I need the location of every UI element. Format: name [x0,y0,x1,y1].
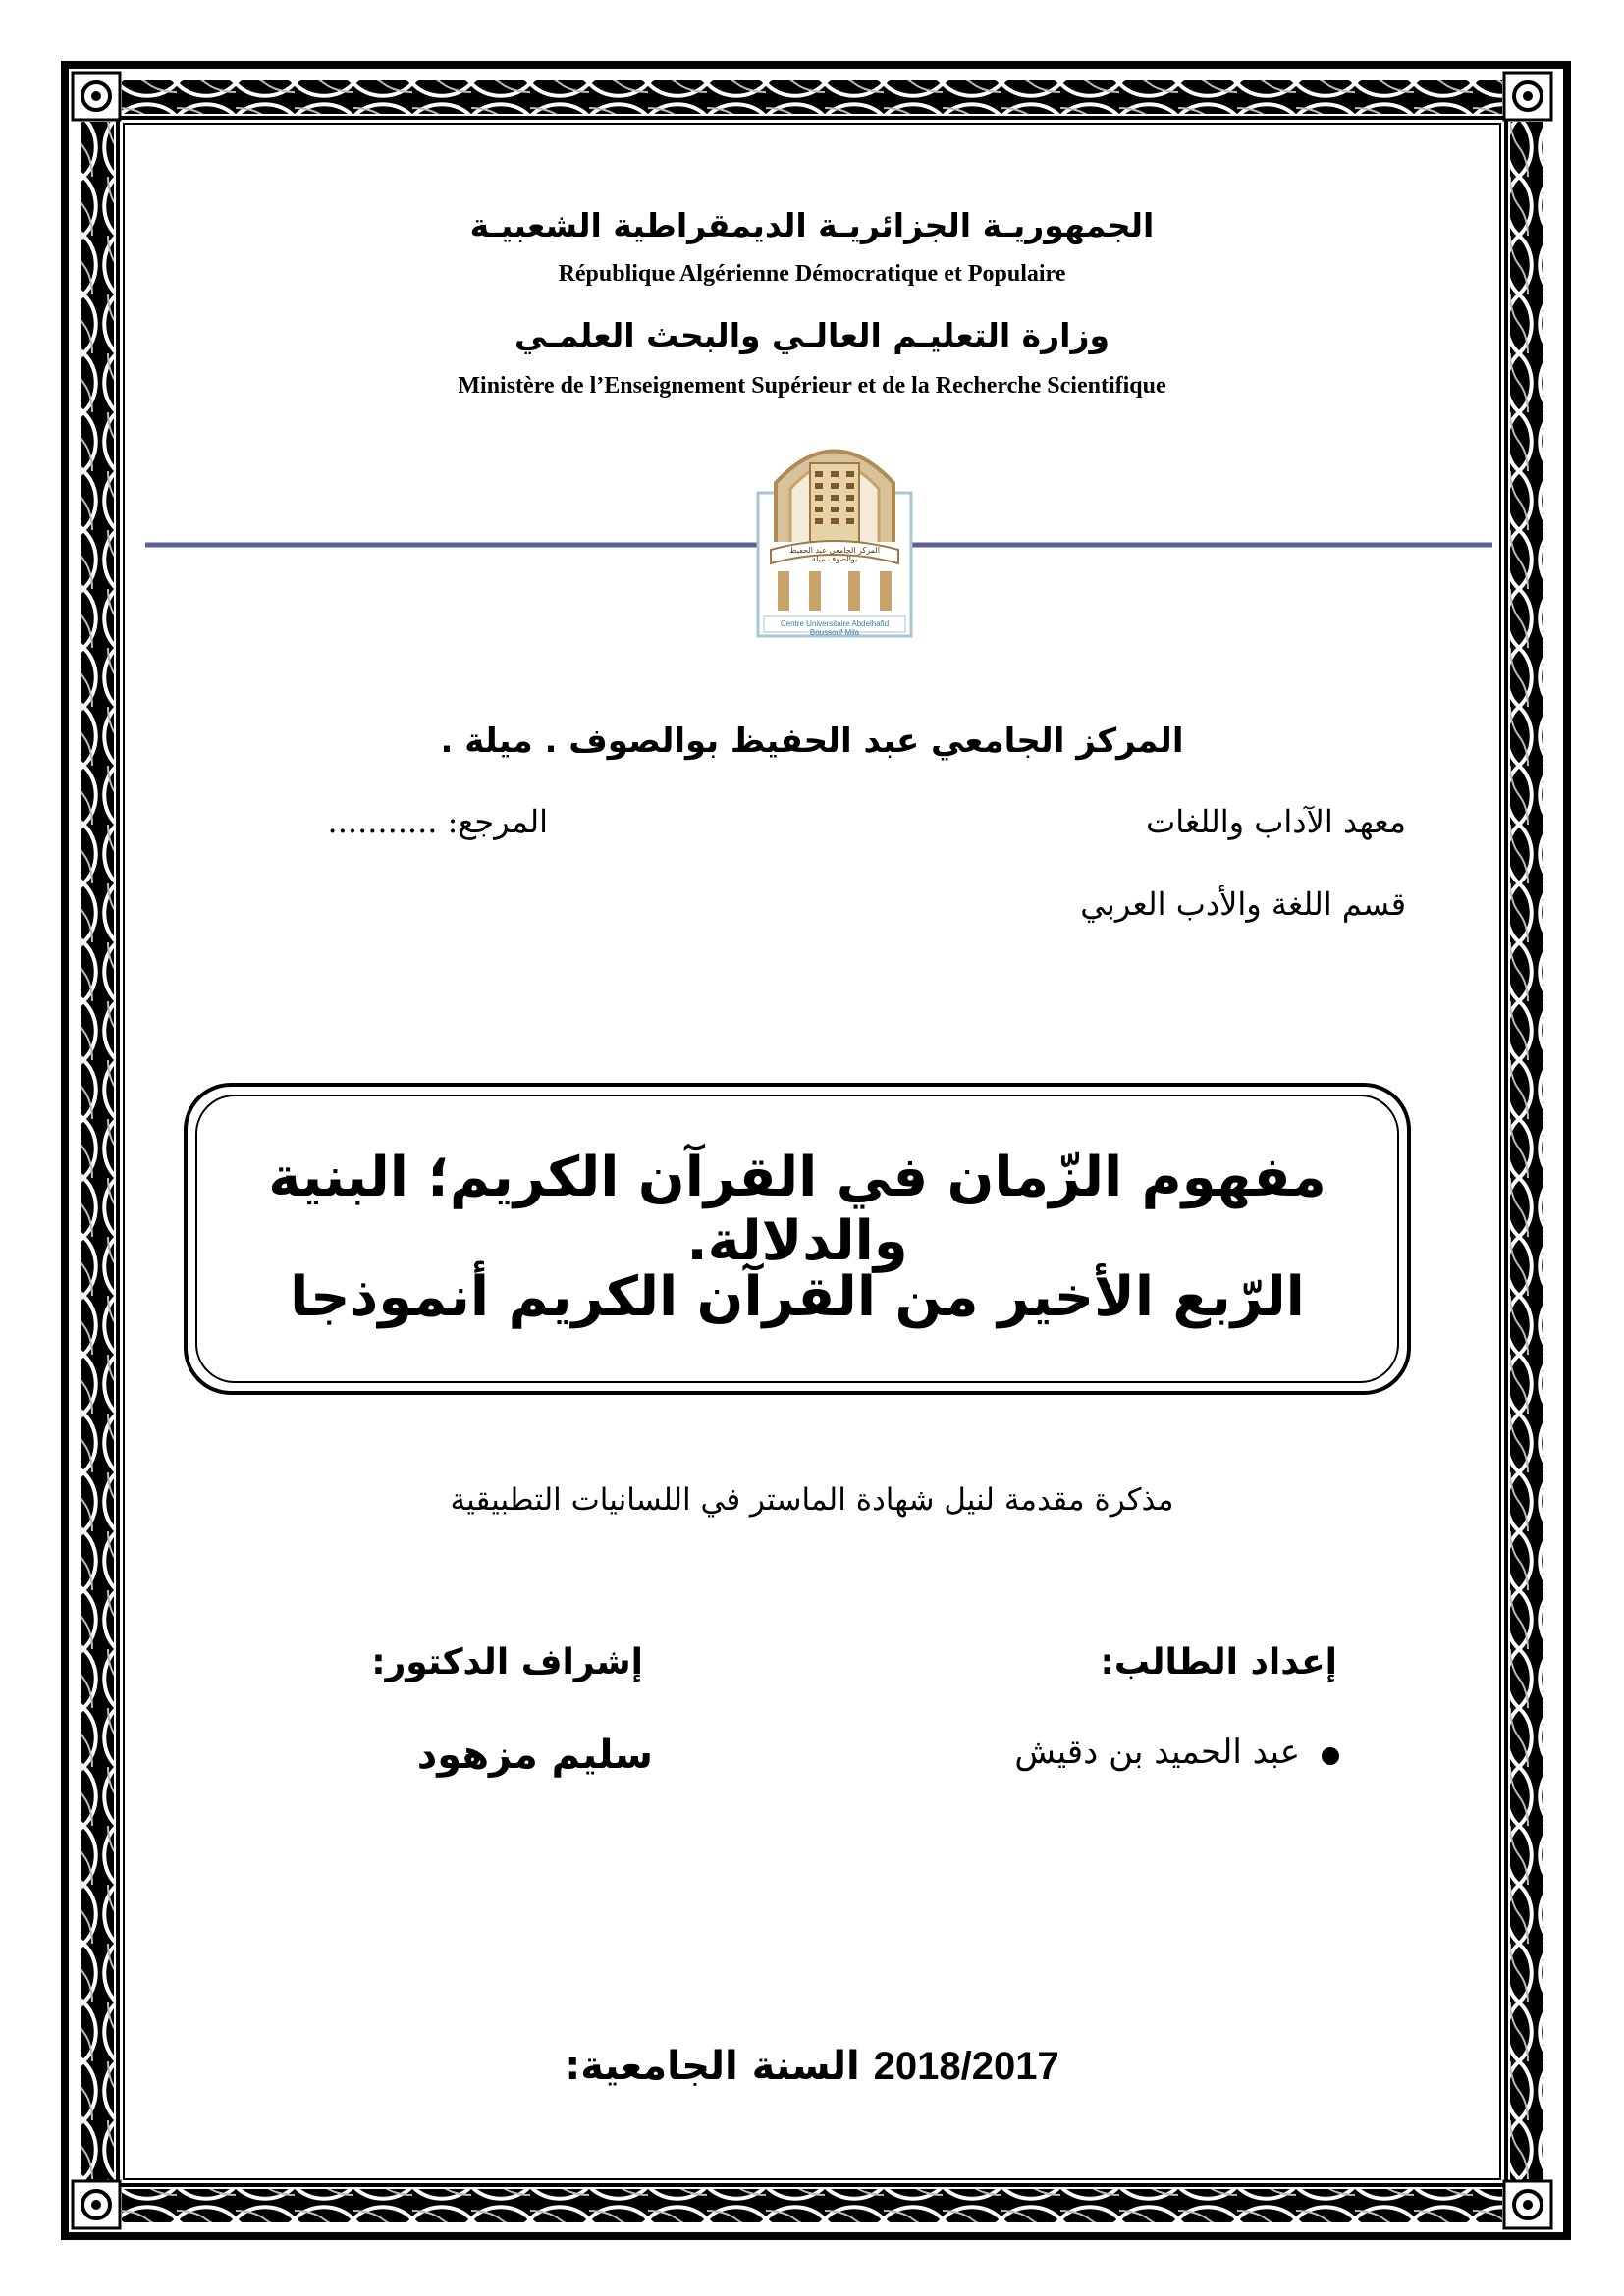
institute-name: معهد الآداب واللغات [1146,803,1406,840]
logo-caption: Centre Universitaire Abdelhafid Boussouf Mila [780,619,890,637]
academic-year [0,2044,1624,2089]
thesis-title-box [184,1083,1411,1395]
university-logo [756,424,913,640]
university-center-name: المركز الجامعي عبد الحفيظ بوالصوف . ميلة . [440,721,1184,761]
student-name: عبد الحميد بن دقيش [1014,1733,1300,1772]
department-name: قسم اللغة والأدب العربي [1080,885,1406,923]
student-label: إعداد الطالب: [1100,1642,1337,1682]
bullet-icon [1322,1747,1339,1765]
thesis-purpose: مذكرة مقدمة لنيل شهادة الماستر في اللسانيات التطبيقية [450,1482,1174,1518]
reference-field: المرجع: ........... [327,803,548,840]
thesis-title-line1: مفهوم الزّمان في القرآن الكريم؛ البنية والدلالة. [268,1146,1326,1273]
logo-arch-text: المركز الجامعي عبد الحفيظ بوالصوف ميلة [789,546,880,563]
supervisor-label: إشراف الدكتور: [371,1642,643,1682]
republic-name-french: République Algérienne Démocratique et Populaire [558,261,1066,287]
ministry-name-arabic: وزارة التعليـم العالـي والبحث العلمـي [514,316,1110,354]
republic-name-arabic: الجمهوريـة الجزائريـة الديمقراطية الشعبيـة [469,206,1155,244]
thesis-title-line2: الرّبع الأخير من القرآن الكريم أنموذجا [290,1265,1305,1329]
academic-year-value: 2018/2017 [873,2045,1059,2088]
supervisor-name: سليم مزهود [416,1733,653,1778]
academic-year-label: السنة الجامعية: [565,2044,860,2089]
ministry-name-french: Ministère de l’Enseignement Supérieur et de la Recherche Scientifique [458,373,1166,399]
